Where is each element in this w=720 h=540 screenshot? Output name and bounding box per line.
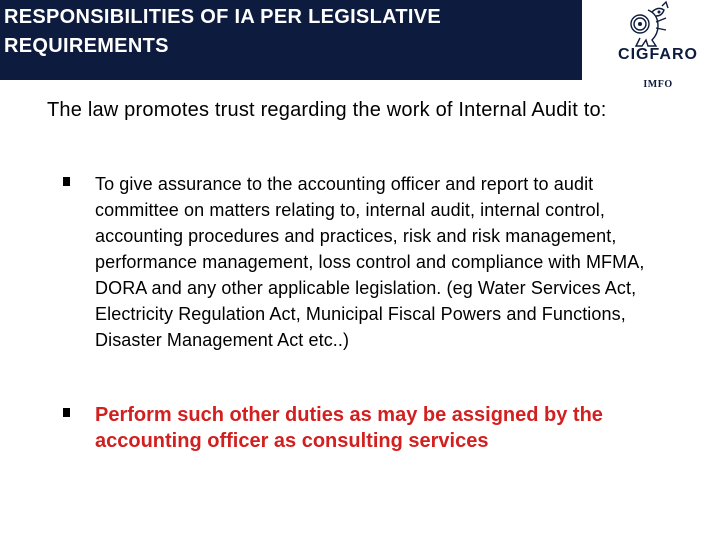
slide-title-line-1: RESPONSIBILITIES OF IA PER LEGISLATIVE: [4, 6, 442, 28]
slide-title-line-2: REQUIREMENTS: [4, 35, 169, 57]
square-bullet-icon: [62, 173, 72, 183]
slide-title-bar: [0, 0, 582, 80]
logo-name: CIGFARO: [618, 46, 698, 63]
intro-text: The law promotes trust regarding the work of Internal Audit to:: [47, 99, 607, 121]
lion-crest-icon: [596, 0, 720, 48]
square-bullet-icon: [62, 404, 72, 414]
cigfaro-logo: [596, 0, 720, 100]
bullet-text: Perform such other duties as may be assigned by the accounting officer as consulting services: [95, 404, 603, 452]
logo-tagline: IMFO: [643, 79, 673, 90]
bullet-item-assurance: [62, 171, 662, 353]
bullet-text: To give assurance to the accounting officer and report to audit committee on matters relating to, internal audit, internal control, accounting procedures and practices, risk and risk management, performance management, loss control and compliance with MFMA, DORA and any other applicable legislation. (eg Water Services Act, Electricity Regulation Act, Municipal Fiscal Powers and Functions, Disaster Management Act etc..): [95, 174, 645, 350]
bullet-item-consulting: [62, 402, 662, 454]
